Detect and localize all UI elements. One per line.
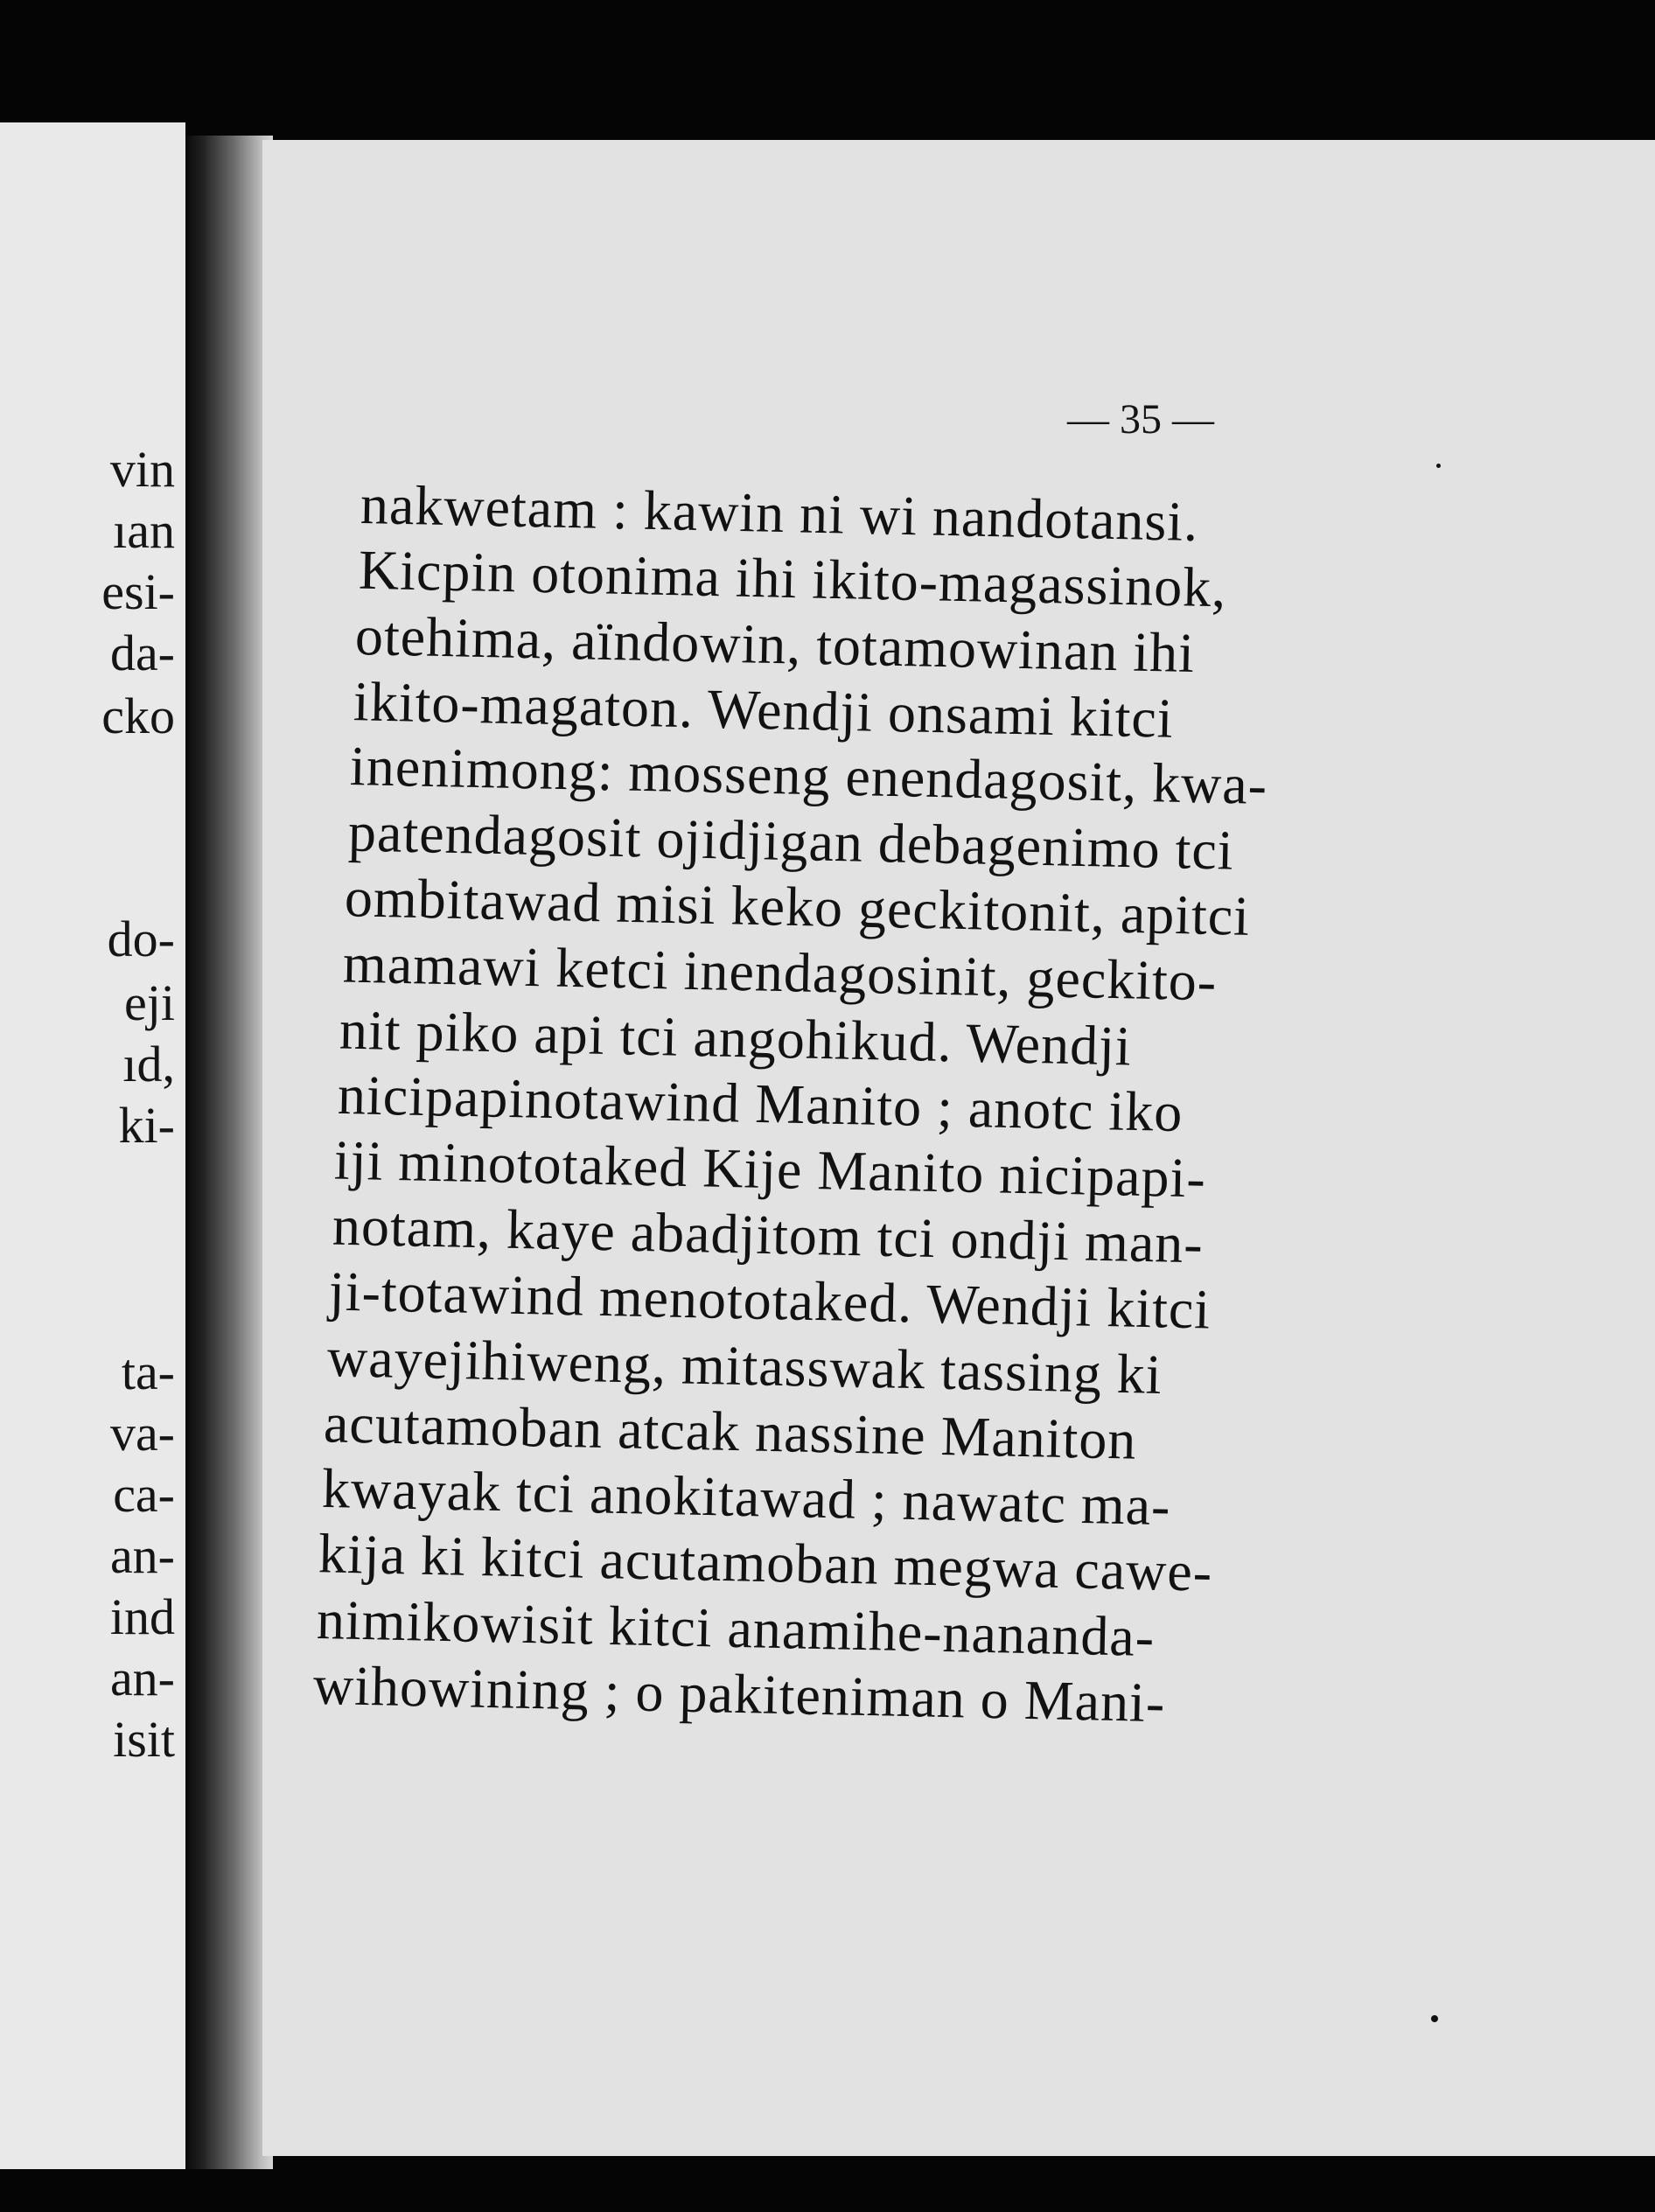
text-line: kija ki kitci acutamoban megwa cawe-	[318, 1522, 1213, 1603]
left-fragment: do-	[107, 911, 175, 967]
left-fragment: ıd,	[122, 1036, 175, 1092]
left-fragment: ıan	[113, 502, 175, 559]
left-fragment: vin	[109, 441, 175, 498]
text-line: acutamoban atcak nassine Maniton	[323, 1392, 1138, 1471]
text-line: iji minototaked Kije Manito nicipapi-	[333, 1128, 1207, 1210]
left-fragment: an-	[109, 1527, 175, 1584]
text-line: mamawi ketci inendagosinit, geckito-	[342, 932, 1218, 1013]
text-line: nimikowisit kitci anamihe-nananda-	[316, 1587, 1156, 1669]
text-line: notam, kaye abadjitom tci ondji man-	[332, 1194, 1205, 1275]
text-line: inenimong: mosseng enendagosit, kwa-	[349, 735, 1268, 816]
left-fragment: eji	[124, 974, 175, 1031]
book-gutter	[185, 136, 273, 2169]
text-line: kwayak tci anokitawad ; nawatc ma-	[321, 1456, 1172, 1538]
text-line: ji-totawind menototaked. Wendji kitci	[328, 1260, 1212, 1341]
text-line: otehima, aïndowin, totamowinan ihi	[354, 604, 1196, 685]
page-number: — 35 —	[1067, 396, 1214, 443]
left-fragment: ind	[109, 1588, 175, 1645]
text-line: Kicpin otonima ihi ikito-magassinok,	[358, 538, 1227, 619]
text-line: nit piko api tci angohikud. Wendji	[339, 998, 1133, 1078]
left-fragment: esi-	[101, 563, 175, 620]
left-fragment: ki-	[118, 1097, 175, 1154]
left-fragment: isit	[113, 1711, 175, 1768]
left-fragment: an-	[109, 1650, 175, 1706]
left-fragment: ta-	[121, 1343, 175, 1400]
previous-page-sliver	[0, 122, 185, 2169]
book-page	[262, 140, 1655, 2156]
text-line: wihowining ; o pakiteniman o Mani-	[312, 1653, 1166, 1734]
text-line: nakwetam : kawin ni wi nandotansi.	[360, 472, 1199, 554]
ink-speck	[1431, 2015, 1438, 2022]
left-fragment: va-	[109, 1405, 175, 1462]
text-line: ombitawad misi keko geckitonit, apitci	[344, 866, 1251, 947]
left-fragment: cko	[101, 687, 175, 744]
text-line: wayejihiweng, mitasswak tassing ki	[326, 1326, 1163, 1406]
left-fragment: ca-	[113, 1466, 175, 1523]
text-line: nicipapinotawind Manito ; anotc iko	[337, 1063, 1184, 1144]
text-line: patendagosit ojidjigan debagenimo tci	[347, 800, 1235, 882]
ink-speck	[1436, 464, 1441, 468]
left-fragment: da-	[109, 625, 175, 681]
text-line: ikito-magaton. Wendji onsami kitci	[353, 670, 1175, 750]
